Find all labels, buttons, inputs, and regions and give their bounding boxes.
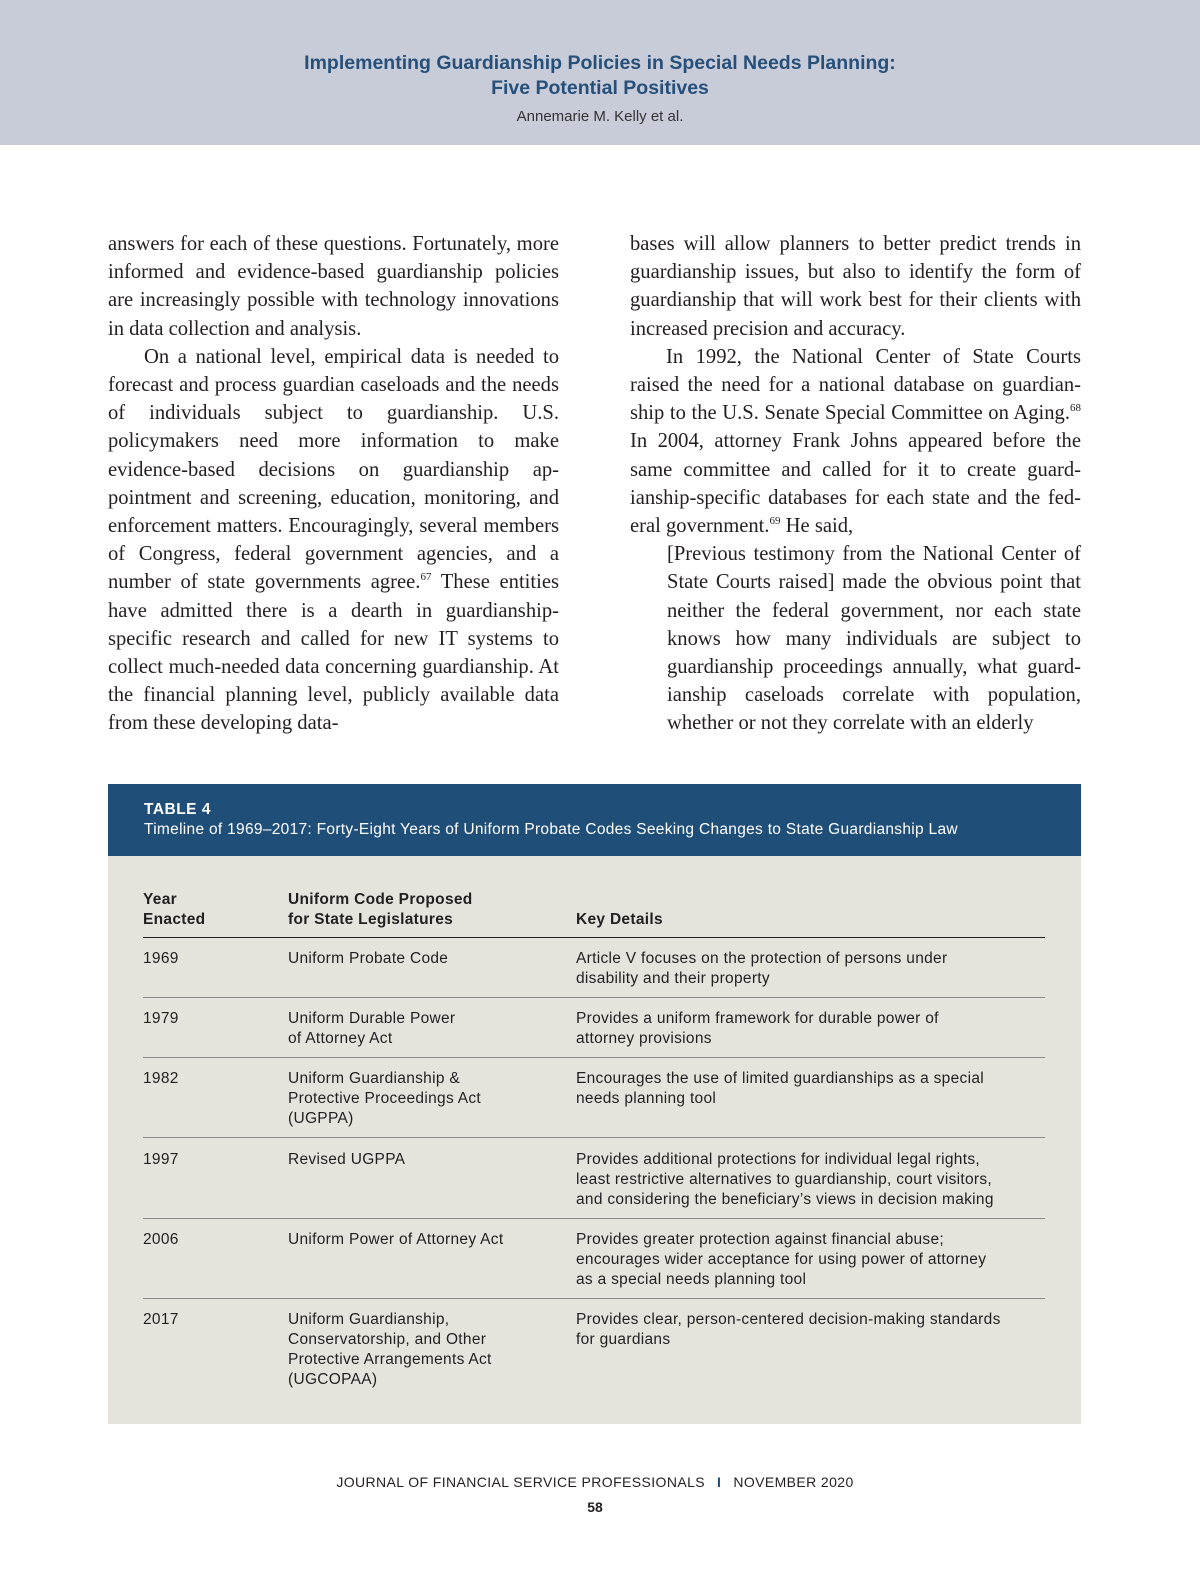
column-header-year [143, 890, 205, 930]
cell-details-line: disability and their property [576, 970, 770, 987]
cell-details-line: for guardians [576, 1331, 671, 1348]
cell-code-line: Protective Proceedings Act [288, 1090, 482, 1108]
row-divider [143, 1218, 1045, 1219]
cell-code-line: Uniform Guardianship, [288, 1311, 450, 1328]
footnote-ref: 69 [769, 515, 781, 528]
cell-year-line: 1969 [143, 950, 179, 967]
cell-year-line: 2017 [143, 1311, 179, 1328]
cell-details-line: attorney provisions [576, 1030, 712, 1048]
column-header-text: for State Legislatures [288, 911, 454, 928]
row-divider [143, 1057, 1045, 1058]
journal-name: JOURNAL OF FINANCIAL SERVICE PROFESSIONALS [336, 1474, 706, 1490]
column-header-text: Year [143, 891, 177, 908]
body-column-left [108, 230, 559, 738]
cell-year-line: 1979 [143, 1010, 179, 1028]
cell-code-line: of Attorney Act [288, 1030, 393, 1048]
column-header-text: Uniform Code Proposed [288, 891, 473, 908]
block-quote: [Previous testimony from the National Center of State Courts raised] made the obvious point that neither the federal government, nor each state knows how many individuals are subject to guardianship proceedings annually, what guardianship caseloads correlate with population, whether or not they correlate with an elderly [667, 543, 1081, 735]
table-caption: Timeline of 1969–2017: Forty-Eight Years of Uniform Probate Codes Seeking Changes to State Guardianship Law [144, 821, 958, 838]
article-title-line2: Five Potential Positives [491, 77, 709, 99]
column-header-text: Enacted [143, 911, 206, 928]
cell-details-line: least restrictive alternatives to guardianship, court visitors, [576, 1170, 993, 1188]
cell-details [576, 1069, 1046, 1109]
cell-code-line: Uniform Durable Power [288, 1010, 456, 1028]
cell-details-line: Provides greater protection against financial abuse; [576, 1230, 945, 1248]
cell-details [576, 1150, 1046, 1210]
footnote-ref: 68 [1070, 402, 1081, 415]
row-divider [143, 1298, 1045, 1299]
cell-year-line: 1982 [143, 1070, 179, 1088]
cell-code-line: Uniform Probate Code [288, 950, 449, 967]
header-rule [143, 937, 1045, 938]
cell-code [288, 1150, 538, 1170]
cell-details-line: Provides clear, person-centered decision-making standards [576, 1311, 1001, 1328]
issue-date: NOVEMBER 2020 [733, 1474, 854, 1490]
cell-details-line: and considering the beneficiary’s views in decision making [576, 1190, 994, 1208]
body-column-right [630, 230, 1081, 738]
cell-details [576, 949, 1046, 989]
cell-code [288, 949, 538, 969]
paragraph-text: He said, [780, 515, 854, 538]
cell-code-line: Revised UGPPA [288, 1150, 406, 1168]
cell-code-line: (UGCOPAA) [288, 1371, 378, 1388]
article-author: Annemarie M. Kelly et al. [516, 108, 684, 125]
paragraph-text: These entities have admitted there is a dearth in guardianship-specific research and called for new IT systems to collect much-needed data concerning guardianship. At the financial planning level, publicly available data from these developing data- [108, 571, 560, 735]
row-divider [143, 997, 1045, 998]
cell-year [143, 1009, 179, 1029]
cell-details-line: Encourages the use of limited guardianships as a special [576, 1070, 984, 1088]
cell-details-line: as a special needs planning tool [576, 1270, 807, 1288]
cell-code-line: Protective Arrangements Act [288, 1351, 492, 1368]
cell-details [576, 1009, 1046, 1049]
running-header [0, 0, 1200, 145]
cell-year-line: 2006 [143, 1230, 179, 1248]
footnote-ref: 67 [420, 571, 432, 584]
cell-year [143, 1230, 179, 1250]
cell-year [143, 1310, 179, 1330]
paragraph: answers for each of these questions. Fortunately, more informed and evidence-based guardianship policies are increasingly possible with technology innovations in data collection and analysis. [108, 233, 559, 340]
cell-details [576, 1310, 1046, 1350]
paragraph: bases will allow planners to better predict trends in guardianship issues, but also to identify the form of guardianship that will work best for their clients with increased precision and accuracy. [630, 233, 1081, 340]
page-number: 58 [587, 1499, 603, 1515]
footer [0, 1474, 1190, 1490]
cell-code-line: Uniform Guardianship & [288, 1070, 461, 1088]
cell-details-line: Provides a uniform framework for durable power of [576, 1010, 939, 1028]
cell-code-line: (UGPPA) [288, 1110, 354, 1128]
column-header-code [288, 890, 473, 930]
paragraph-text: In 2004, attorney Frank Johns appeared before the same committee and called for it to create guardianship-specific databases for each state and the federal government. [630, 430, 1081, 538]
cell-code [288, 1069, 538, 1129]
column-header-details: Key Details [576, 911, 663, 928]
table-body [108, 856, 1081, 1424]
cell-code-line: Conservatorship, and Other [288, 1331, 487, 1348]
paragraph-text: On a national level, empirical data is needed to forecast and process guardian caseloads and the needs of individuals subject to guardianship. U.S. policymakers need more information to make evidence-based decisions on guardianship appointment and screening, education, monitoring, and enforcement matters. Encouragingly, several members of Congress, federal government agencies, and a number of state governments agree. [108, 345, 559, 594]
cell-details-line: Article V focuses on the protection of persons under [576, 950, 948, 967]
cell-code-line: Uniform Power of Attorney Act [288, 1230, 504, 1248]
cell-code [288, 1310, 538, 1390]
paragraph [108, 343, 559, 738]
cell-details [576, 1230, 1046, 1290]
cell-year-line: 1997 [143, 1150, 179, 1168]
article-title-line1: Implementing Guardianship Policies in Special Needs Planning: [304, 52, 896, 74]
cell-year [143, 1150, 179, 1170]
cell-details-line: Provides additional protections for individual legal rights, [576, 1150, 980, 1168]
row-divider [143, 1137, 1045, 1138]
paragraph [630, 343, 1081, 540]
footer-separator: I [717, 1474, 722, 1490]
cell-details-line: encourages wider acceptance for using power of attorney [576, 1250, 987, 1268]
cell-code [288, 1230, 538, 1250]
table-header-bar [108, 784, 1081, 856]
cell-year [143, 1069, 179, 1089]
paragraph-text: In 1992, the National Center of State Courts raised the need for a national database on guardianship to the U.S. Senate Special Committee on Aging. [630, 345, 1081, 425]
cell-details-line: needs planning tool [576, 1090, 717, 1108]
cell-code [288, 1009, 538, 1049]
table-label: TABLE 4 [144, 801, 211, 818]
cell-year [143, 949, 179, 969]
